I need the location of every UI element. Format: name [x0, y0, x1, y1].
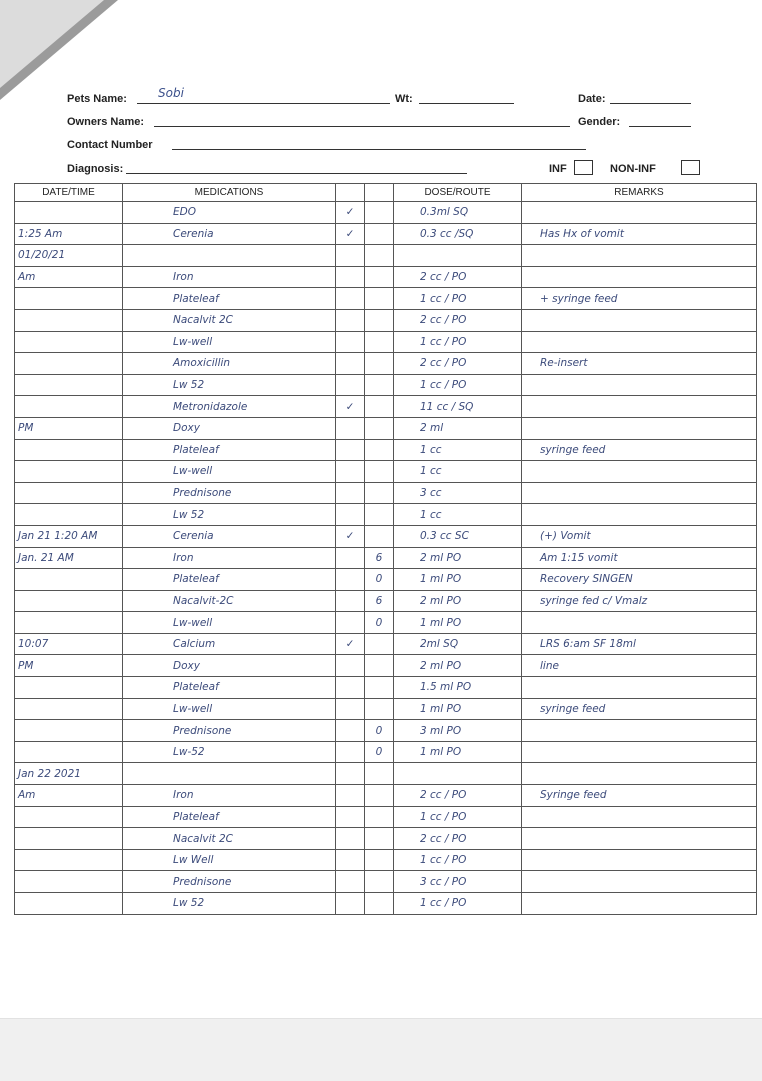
dose-route-cell: 3 ml PO	[394, 720, 522, 742]
date-cell	[15, 439, 123, 461]
dose-route-cell: 1 cc / PO	[394, 288, 522, 310]
dose-route-cell: 1 cc / PO	[394, 893, 522, 915]
checkmark-cell	[336, 871, 365, 893]
dose-route-cell: 1 ml PO	[394, 741, 522, 763]
checkmark-cell	[336, 504, 365, 526]
dose-route-cell: 1 cc	[394, 439, 522, 461]
admin-mark-cell	[365, 353, 394, 375]
date-cell: PM	[15, 417, 123, 439]
medication-cell: Doxy	[123, 417, 336, 439]
admin-mark-cell	[365, 439, 394, 461]
date-cell	[15, 849, 123, 871]
date-cell	[15, 288, 123, 310]
admin-mark-cell	[365, 871, 394, 893]
checkmark-cell	[336, 353, 365, 375]
dose-route-cell: 2 ml PO	[394, 547, 522, 569]
admin-mark-cell	[365, 417, 394, 439]
diagnosis-line	[126, 173, 467, 174]
remarks-cell	[522, 331, 757, 353]
remarks-cell	[522, 461, 757, 483]
checkmark-cell	[336, 417, 365, 439]
table-row	[15, 353, 757, 375]
date-cell: Am	[15, 266, 123, 288]
admin-mark-cell	[365, 266, 394, 288]
table-row	[15, 633, 757, 655]
dose-route-cell: 2 ml	[394, 417, 522, 439]
remarks-cell: Syringe feed	[522, 785, 757, 807]
owners-name-label: Owners Name:	[67, 116, 145, 128]
table-row	[15, 374, 757, 396]
dose-route-cell: 1 cc / PO	[394, 849, 522, 871]
wt-line	[419, 103, 514, 104]
checkmark-cell	[336, 612, 365, 634]
remarks-cell	[522, 309, 757, 331]
remarks-cell	[522, 482, 757, 504]
medication-cell: Lw 52	[123, 893, 336, 915]
medication-table	[14, 183, 757, 915]
dose-route-cell	[394, 245, 522, 267]
table-row	[15, 763, 757, 785]
non-inf-label: NON-INF	[610, 163, 656, 175]
medication-cell: Metronidazole	[123, 396, 336, 418]
dose-route-cell: 2 ml PO	[394, 590, 522, 612]
dose-route-cell: 2 cc / PO	[394, 353, 522, 375]
medication-cell: Prednisone	[123, 482, 336, 504]
medication-cell: Lw 52	[123, 374, 336, 396]
admin-mark-cell	[365, 849, 394, 871]
medication-cell: Nacalvit 2C	[123, 309, 336, 331]
dose-route-cell: 1 cc / PO	[394, 374, 522, 396]
table-row	[15, 893, 757, 915]
remarks-cell	[522, 871, 757, 893]
admin-mark-cell	[365, 202, 394, 224]
owners-name-line	[154, 126, 570, 127]
medication-cell: Plateleaf	[123, 569, 336, 591]
checkmark-cell	[336, 806, 365, 828]
table-row	[15, 525, 757, 547]
medication-cell: Cerenia	[123, 525, 336, 547]
table-row	[15, 828, 757, 850]
date-cell	[15, 828, 123, 850]
medication-cell: Plateleaf	[123, 806, 336, 828]
admin-mark-cell	[365, 223, 394, 245]
date-cell	[15, 482, 123, 504]
medication-cell: Lw 52	[123, 504, 336, 526]
table-row	[15, 849, 757, 871]
date-cell: PM	[15, 655, 123, 677]
dose-route-cell: 1 cc / PO	[394, 331, 522, 353]
folded-corner-highlight	[0, 0, 104, 88]
dose-route-cell: 2 cc / PO	[394, 785, 522, 807]
dose-route-cell: 3 cc	[394, 482, 522, 504]
non-inf-checkbox[interactable]	[681, 160, 700, 175]
col-header-mark	[365, 184, 394, 202]
dose-route-cell: 3 cc / PO	[394, 871, 522, 893]
medication-cell: Lw-well	[123, 612, 336, 634]
dose-route-cell: 1 ml PO	[394, 698, 522, 720]
date-cell	[15, 309, 123, 331]
remarks-cell	[522, 893, 757, 915]
checkmark-cell	[336, 331, 365, 353]
checkmark-cell: ✓	[336, 525, 365, 547]
admin-mark-cell	[365, 374, 394, 396]
remarks-cell	[522, 741, 757, 763]
medication-cell: Plateleaf	[123, 288, 336, 310]
table-row	[15, 547, 757, 569]
checkmark-cell	[336, 245, 365, 267]
dose-route-cell: 0.3 cc /SQ	[394, 223, 522, 245]
medication-cell: Cerenia	[123, 223, 336, 245]
inf-checkbox[interactable]	[574, 160, 593, 175]
dose-route-cell: 1 ml PO	[394, 569, 522, 591]
checkmark-cell	[336, 655, 365, 677]
dose-route-cell: 1 ml PO	[394, 612, 522, 634]
checkmark-cell	[336, 677, 365, 699]
table-row	[15, 266, 757, 288]
date-cell: 1:25 Am	[15, 223, 123, 245]
admin-mark-cell	[365, 288, 394, 310]
dose-route-cell: 2 cc / PO	[394, 266, 522, 288]
col-header-dose-route: DOSE/ROUTE	[394, 184, 522, 202]
admin-mark-cell: 6	[365, 590, 394, 612]
admin-mark-cell	[365, 828, 394, 850]
remarks-cell	[522, 202, 757, 224]
checkmark-cell	[336, 374, 365, 396]
table-row	[15, 806, 757, 828]
remarks-cell: (+) Vomit	[522, 525, 757, 547]
checkmark-cell	[336, 461, 365, 483]
medication-cell: Iron	[123, 785, 336, 807]
admin-mark-cell	[365, 655, 394, 677]
table-row	[15, 223, 757, 245]
date-cell	[15, 612, 123, 634]
admin-mark-cell: 0	[365, 720, 394, 742]
table-row	[15, 677, 757, 699]
table-row	[15, 288, 757, 310]
medication-cell: Prednisone	[123, 720, 336, 742]
remarks-cell	[522, 266, 757, 288]
dose-route-cell: 1 cc / PO	[394, 806, 522, 828]
date-cell	[15, 720, 123, 742]
date-cell	[15, 677, 123, 699]
admin-mark-cell: 0	[365, 741, 394, 763]
table-row	[15, 202, 757, 224]
col-header-medications: MEDICATIONS	[123, 184, 336, 202]
medication-cell: EDO	[123, 202, 336, 224]
wt-label: Wt:	[395, 93, 413, 105]
medication-cell: Prednisone	[123, 871, 336, 893]
table-row	[15, 482, 757, 504]
date-line	[610, 103, 691, 104]
checkmark-cell	[336, 547, 365, 569]
remarks-cell: Recovery SINGEN	[522, 569, 757, 591]
dose-route-cell: 2 cc / PO	[394, 828, 522, 850]
checkmark-cell	[336, 266, 365, 288]
admin-mark-cell	[365, 677, 394, 699]
date-cell	[15, 741, 123, 763]
medication-cell: Nacalvit 2C	[123, 828, 336, 850]
table-row	[15, 871, 757, 893]
medication-cell: Amoxicillin	[123, 353, 336, 375]
medication-cell: Nacalvit-2C	[123, 590, 336, 612]
checkmark-cell	[336, 828, 365, 850]
dose-route-cell: 2ml SQ	[394, 633, 522, 655]
remarks-cell	[522, 828, 757, 850]
remarks-cell	[522, 763, 757, 785]
admin-mark-cell	[365, 482, 394, 504]
medication-cell: Doxy	[123, 655, 336, 677]
admin-mark-cell	[365, 504, 394, 526]
date-cell	[15, 871, 123, 893]
checkmark-cell	[336, 309, 365, 331]
col-header-remarks: REMARKS	[522, 184, 757, 202]
admin-mark-cell	[365, 396, 394, 418]
medication-cell: Iron	[123, 547, 336, 569]
dose-route-cell: 0.3 cc SC	[394, 525, 522, 547]
dose-route-cell	[394, 763, 522, 785]
table-row	[15, 741, 757, 763]
admin-mark-cell	[365, 806, 394, 828]
remarks-cell: syringe fed c/ Vmalz	[522, 590, 757, 612]
medication-cell: Lw-52	[123, 741, 336, 763]
medication-cell: Plateleaf	[123, 439, 336, 461]
table-header-row	[15, 184, 757, 202]
admin-mark-cell	[365, 785, 394, 807]
remarks-cell: Am 1:15 vomit	[522, 547, 757, 569]
medication-cell: Lw-well	[123, 331, 336, 353]
dose-route-cell: 2 ml PO	[394, 655, 522, 677]
pets-name-value: Sobi	[158, 86, 184, 100]
date-cell	[15, 331, 123, 353]
table-row	[15, 590, 757, 612]
gender-label: Gender:	[578, 116, 621, 128]
admin-mark-cell	[365, 245, 394, 267]
checkmark-cell	[336, 893, 365, 915]
admin-mark-cell	[365, 893, 394, 915]
remarks-cell: Re-insert	[522, 353, 757, 375]
date-cell	[15, 698, 123, 720]
remarks-cell	[522, 374, 757, 396]
remarks-cell: line	[522, 655, 757, 677]
date-cell	[15, 806, 123, 828]
checkmark-cell: ✓	[336, 223, 365, 245]
checkmark-cell	[336, 698, 365, 720]
checkmark-cell	[336, 288, 365, 310]
dose-route-cell: 1 cc	[394, 504, 522, 526]
checkmark-cell	[336, 482, 365, 504]
scan-bottom-margin	[0, 1018, 762, 1081]
dose-route-cell: 0.3ml SQ	[394, 202, 522, 224]
admin-mark-cell: 0	[365, 612, 394, 634]
remarks-cell: LRS 6:am SF 18ml	[522, 633, 757, 655]
remarks-cell	[522, 396, 757, 418]
date-cell	[15, 590, 123, 612]
medication-cell: Plateleaf	[123, 677, 336, 699]
checkmark-cell	[336, 720, 365, 742]
date-cell	[15, 374, 123, 396]
pets-name-label: Pets Name:	[67, 93, 127, 105]
admin-mark-cell	[365, 633, 394, 655]
date-cell	[15, 202, 123, 224]
admin-mark-cell: 6	[365, 547, 394, 569]
table-row	[15, 331, 757, 353]
date-cell	[15, 353, 123, 375]
medication-cell	[123, 763, 336, 785]
date-cell: Jan 22 2021	[15, 763, 123, 785]
contact-line	[172, 149, 586, 150]
remarks-cell	[522, 417, 757, 439]
table-row	[15, 309, 757, 331]
remarks-cell: syringe feed	[522, 439, 757, 461]
inf-label: INF	[549, 163, 567, 175]
table-row	[15, 655, 757, 677]
checkmark-cell	[336, 741, 365, 763]
date-cell: Am	[15, 785, 123, 807]
checkmark-cell	[336, 785, 365, 807]
col-header-date-time: DATE/TIME	[15, 184, 123, 202]
medication-cell	[123, 245, 336, 267]
date-cell	[15, 569, 123, 591]
medication-cell: Calcium	[123, 633, 336, 655]
remarks-cell	[522, 612, 757, 634]
checkmark-cell: ✓	[336, 633, 365, 655]
table-row	[15, 785, 757, 807]
checkmark-cell	[336, 849, 365, 871]
checkmark-cell: ✓	[336, 202, 365, 224]
table-row	[15, 461, 757, 483]
col-header-check	[336, 184, 365, 202]
remarks-cell	[522, 720, 757, 742]
contact-label: Contact Number	[67, 139, 153, 151]
table-row	[15, 396, 757, 418]
admin-mark-cell	[365, 461, 394, 483]
diagnosis-label: Diagnosis:	[67, 163, 124, 175]
date-cell: Jan 21 1:20 AM	[15, 525, 123, 547]
admin-mark-cell	[365, 331, 394, 353]
remarks-cell: syringe feed	[522, 698, 757, 720]
table-row	[15, 245, 757, 267]
admin-mark-cell	[365, 698, 394, 720]
remarks-cell: + syringe feed	[522, 288, 757, 310]
dose-route-cell: 1.5 ml PO	[394, 677, 522, 699]
date-cell	[15, 893, 123, 915]
checkmark-cell	[336, 763, 365, 785]
dose-route-cell: 1 cc	[394, 461, 522, 483]
table-row	[15, 569, 757, 591]
medication-cell: Lw Well	[123, 849, 336, 871]
remarks-cell	[522, 849, 757, 871]
date-label: Date:	[578, 93, 606, 105]
table-row	[15, 439, 757, 461]
admin-mark-cell: 0	[365, 569, 394, 591]
date-cell	[15, 504, 123, 526]
checkmark-cell: ✓	[336, 396, 365, 418]
admin-mark-cell	[365, 525, 394, 547]
admin-mark-cell	[365, 763, 394, 785]
date-cell	[15, 396, 123, 418]
checkmark-cell	[336, 590, 365, 612]
table-row	[15, 504, 757, 526]
remarks-cell: Has Hx of vomit	[522, 223, 757, 245]
date-cell: 01/20/21	[15, 245, 123, 267]
pets-name-line	[137, 103, 390, 104]
table-row	[15, 720, 757, 742]
medication-cell: Lw-well	[123, 698, 336, 720]
dose-route-cell: 11 cc / SQ	[394, 396, 522, 418]
date-cell	[15, 461, 123, 483]
date-cell: Jan. 21 AM	[15, 547, 123, 569]
medication-cell: Iron	[123, 266, 336, 288]
remarks-cell	[522, 677, 757, 699]
date-cell: 10:07	[15, 633, 123, 655]
table-row	[15, 612, 757, 634]
table-row	[15, 417, 757, 439]
remarks-cell	[522, 504, 757, 526]
dose-route-cell: 2 cc / PO	[394, 309, 522, 331]
table-row	[15, 698, 757, 720]
checkmark-cell	[336, 439, 365, 461]
remarks-cell	[522, 806, 757, 828]
admin-mark-cell	[365, 309, 394, 331]
gender-line	[629, 126, 691, 127]
remarks-cell	[522, 245, 757, 267]
checkmark-cell	[336, 569, 365, 591]
medication-cell: Lw-well	[123, 461, 336, 483]
